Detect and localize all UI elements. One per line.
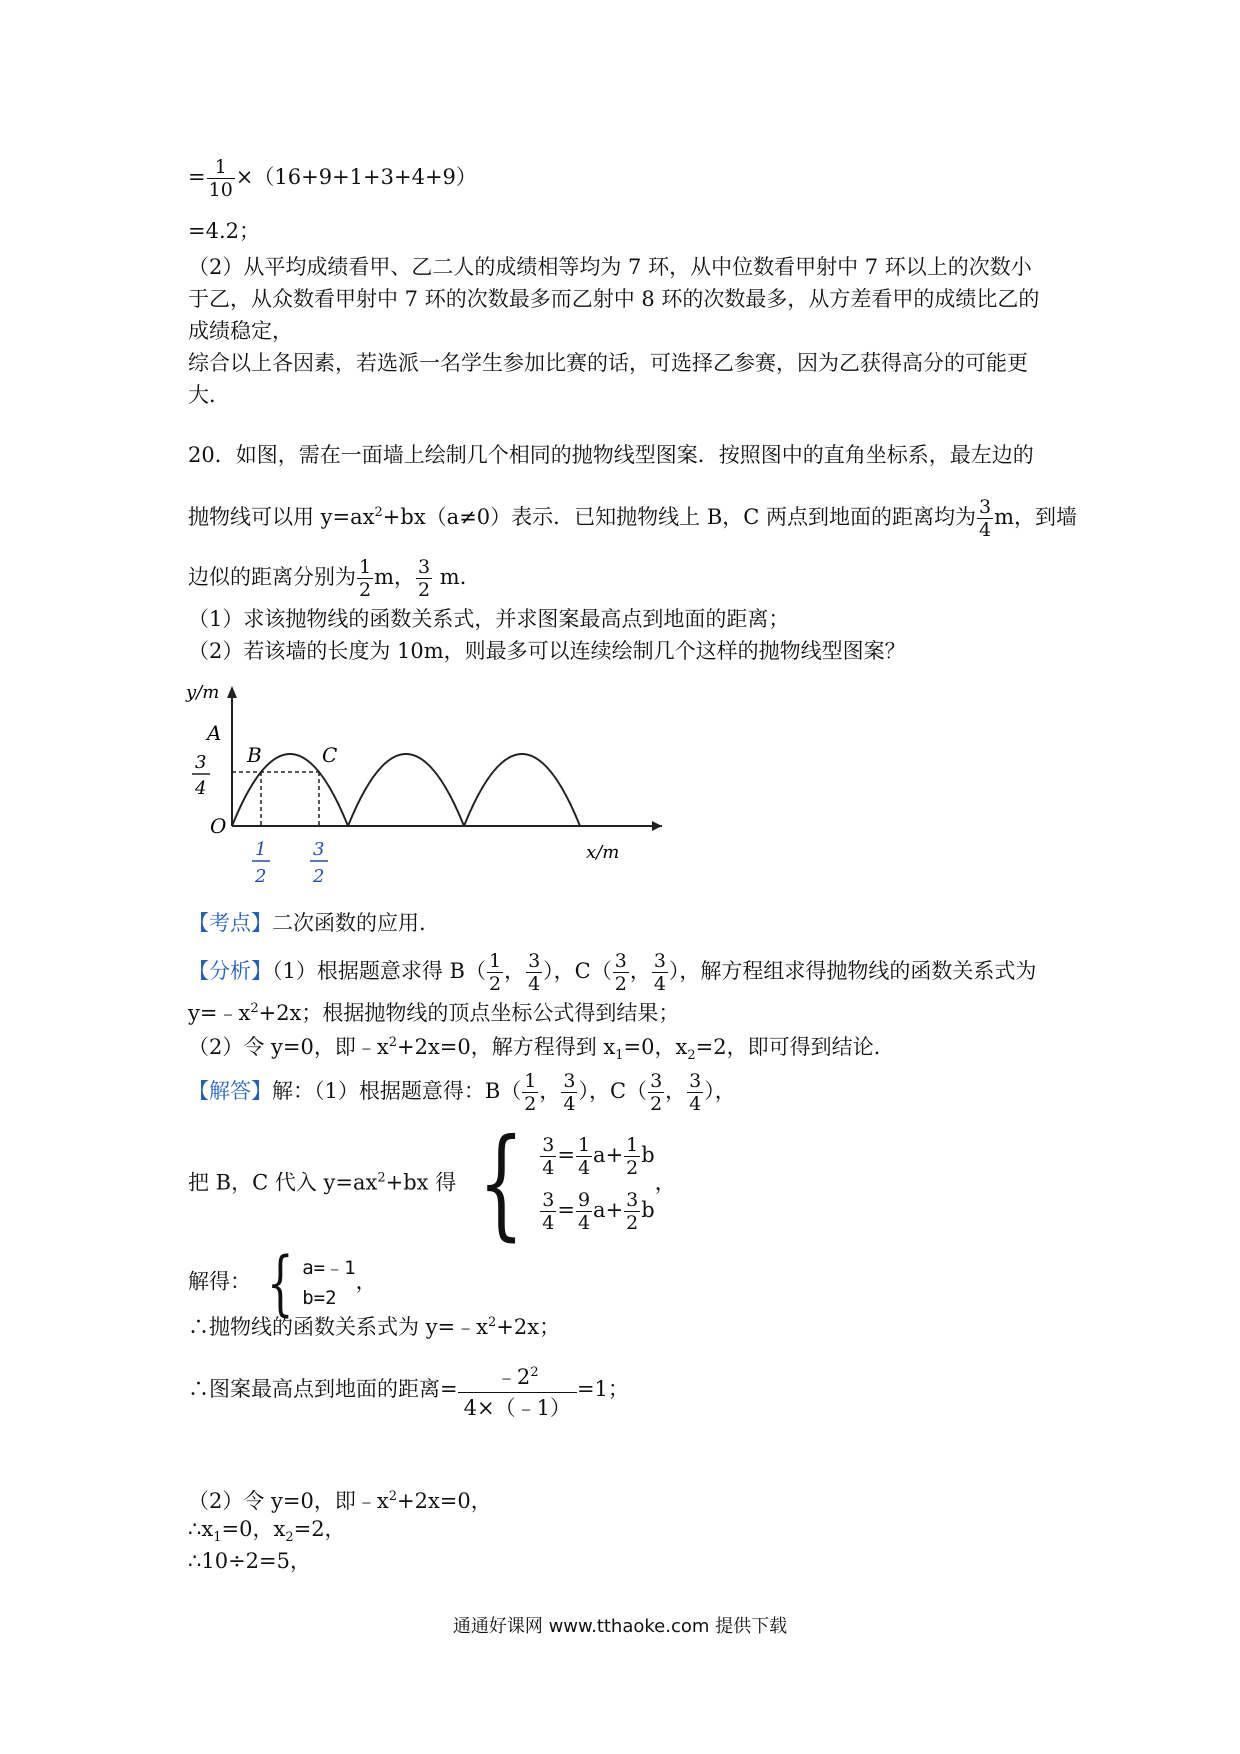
problem-line: 边似的距离分别为 $\frac{1}{2}$ m， $\frac{3}{2}$ m． bbox=[188, 556, 481, 601]
fenxi-line-2: $y=﹣x^2+2x$；根据抛物线的顶点坐标公式得到结果； bbox=[188, 1001, 680, 1025]
problem-title: 20．如图，需在一面墙上绘制几个相同的抛物线型图案．按照图中的直角坐标系，最左边的 bbox=[188, 443, 1034, 467]
point-b-label: B bbox=[247, 743, 262, 767]
solution-line: 解得： { a=﹣1 b=2 ， bbox=[188, 1242, 377, 1324]
equation-1: $\frac{3}{4}$ = $\frac{1}{4}$ a+ $\frac{1}{2}$ b bbox=[542, 1134, 655, 1179]
function-result-line: ∴抛物线的函数关系式为 $y=﹣x^2+2x$； bbox=[188, 1315, 561, 1339]
x-tick2-denominator: 2 bbox=[313, 866, 325, 887]
part2-line: （2）令 y=0，即$﹣x^2+2x=0$， bbox=[188, 1489, 492, 1513]
fraction: $\frac{1}{10}$ bbox=[208, 156, 233, 201]
question-1: （1）求该抛物线的函数关系式，并求图案最高点到地面的距离； bbox=[188, 607, 790, 631]
fenxi-tag: 【分析】 bbox=[188, 959, 272, 983]
equals: = bbox=[188, 165, 206, 189]
point-a-label: A bbox=[207, 721, 222, 745]
kaodian-line: 【考点】二次函数的应用. bbox=[188, 911, 426, 935]
substitution-line: 把 B，C 代入 $y=ax^2+bx$ 得 { $\frac{3}{4}$ = $\frac{1}{4}$ a+ $\frac{1}{2}$ b $\frac{3}{4}$ = $\frac{9}{4}$ a+ $\frac{3}{2}$ b ， bbox=[188, 1114, 676, 1253]
equation-system bbox=[463, 1114, 655, 1253]
question-2: （2）若该墙的长度为 10m，则最多可以连续绘制几个这样的抛物线型图案？ bbox=[188, 639, 906, 663]
text-line: 大． bbox=[188, 383, 230, 407]
expression-rest: ×（16+9+1+3+4+9） bbox=[235, 165, 477, 189]
text-line: 于乙，从众数看甲射中 7 环的次数最多而乙射中 8 环的次数最多，从方差看甲的成绩比乙的 bbox=[188, 287, 1040, 311]
page-footer: 通通好课网 www.tthaoke.com 提供下载 bbox=[452, 1616, 788, 1637]
roots-line: $\therefore x_1=0$，$x_2=2$， bbox=[188, 1517, 346, 1546]
text-line: 综合以上各因素，若选派一名学生参加比赛的话，可选择乙参赛，因为乙获得高分的可能更 bbox=[188, 351, 1028, 375]
point-c-label: C bbox=[322, 743, 338, 767]
left-brace: { bbox=[266, 1242, 294, 1324]
fraction: $\frac{1}{2}$ bbox=[359, 556, 372, 601]
expression-line bbox=[188, 156, 477, 201]
left-brace: { bbox=[478, 1114, 524, 1253]
origin-label: O bbox=[210, 814, 227, 838]
figure-background bbox=[182, 678, 702, 898]
jieda-tag: 【解答】 bbox=[188, 1079, 272, 1103]
y-axis-label: y/m bbox=[186, 682, 220, 703]
text-line: （2）从平均成绩看甲、乙二人的成绩相等均为 7 环，从中位数看甲射中 7 环以上的次数小 bbox=[188, 255, 1032, 279]
problem-line: 抛物线可以用 $y=ax^2+bx(a\ne 0)$表示．已知抛物线上 B，C 两点到地面的距离均为 $\frac{3}{4}$ m，到墙 bbox=[188, 496, 1078, 541]
x-tick2-numerator: 3 bbox=[313, 839, 325, 860]
fraction: $\frac{3}{2}$ bbox=[418, 556, 431, 601]
x-tick1-denominator: 2 bbox=[255, 866, 267, 887]
parabola-figure bbox=[182, 678, 702, 898]
equation-2: $\frac{3}{4}$ = $\frac{9}{4}$ a+ $\frac{3}{2}$ b bbox=[542, 1189, 655, 1234]
x-tick1-numerator: 1 bbox=[255, 839, 267, 860]
result-line: =4.2； bbox=[188, 219, 260, 243]
x-axis-label: x/m bbox=[586, 842, 620, 863]
y-tick-denominator: 4 bbox=[195, 778, 207, 799]
max-height-fraction: $\frac{﹣2^2}{4\times(﹣1)}$ bbox=[458, 1358, 577, 1423]
max-height-line: ∴图案最高点到地面的距离= $\frac{﹣2^2}{4\times(﹣1)}$ =1； bbox=[188, 1358, 629, 1423]
y-tick-numerator: 3 bbox=[195, 752, 207, 773]
jieda-line-1: 【解答】解：（1）根据题意得：B（ $\frac{1}{2}$ ， $\frac{3}{4}$ ），C（ $\frac{3}{2}$ ， $\frac{3}{4}$ ）， bbox=[188, 1070, 736, 1115]
text-line: 成绩稳定， bbox=[188, 319, 293, 343]
kaodian-tag: 【考点】 bbox=[188, 911, 272, 935]
fraction: $\frac{3}{4}$ bbox=[979, 496, 992, 541]
fenxi-line-3: （2）令 y=0，即$﹣x^2+2x=0$，解方程得到 $x_1=0$，$x_2=2$，即可得到结论. bbox=[188, 1035, 881, 1064]
fenxi-line-1: 【分析】（1）根据题意求得 B（ $\frac{1}{2}$ ， $\frac{3}{4}$ ），C（ $\frac{3}{2}$ ， $\frac{3}{4}$ ），解方程组求得抛物线的函数关系式为 bbox=[188, 950, 1037, 995]
division-line: ∴10÷2=5， bbox=[188, 1549, 311, 1573]
solution-system: { a=﹣1 b=2 bbox=[266, 1242, 356, 1324]
